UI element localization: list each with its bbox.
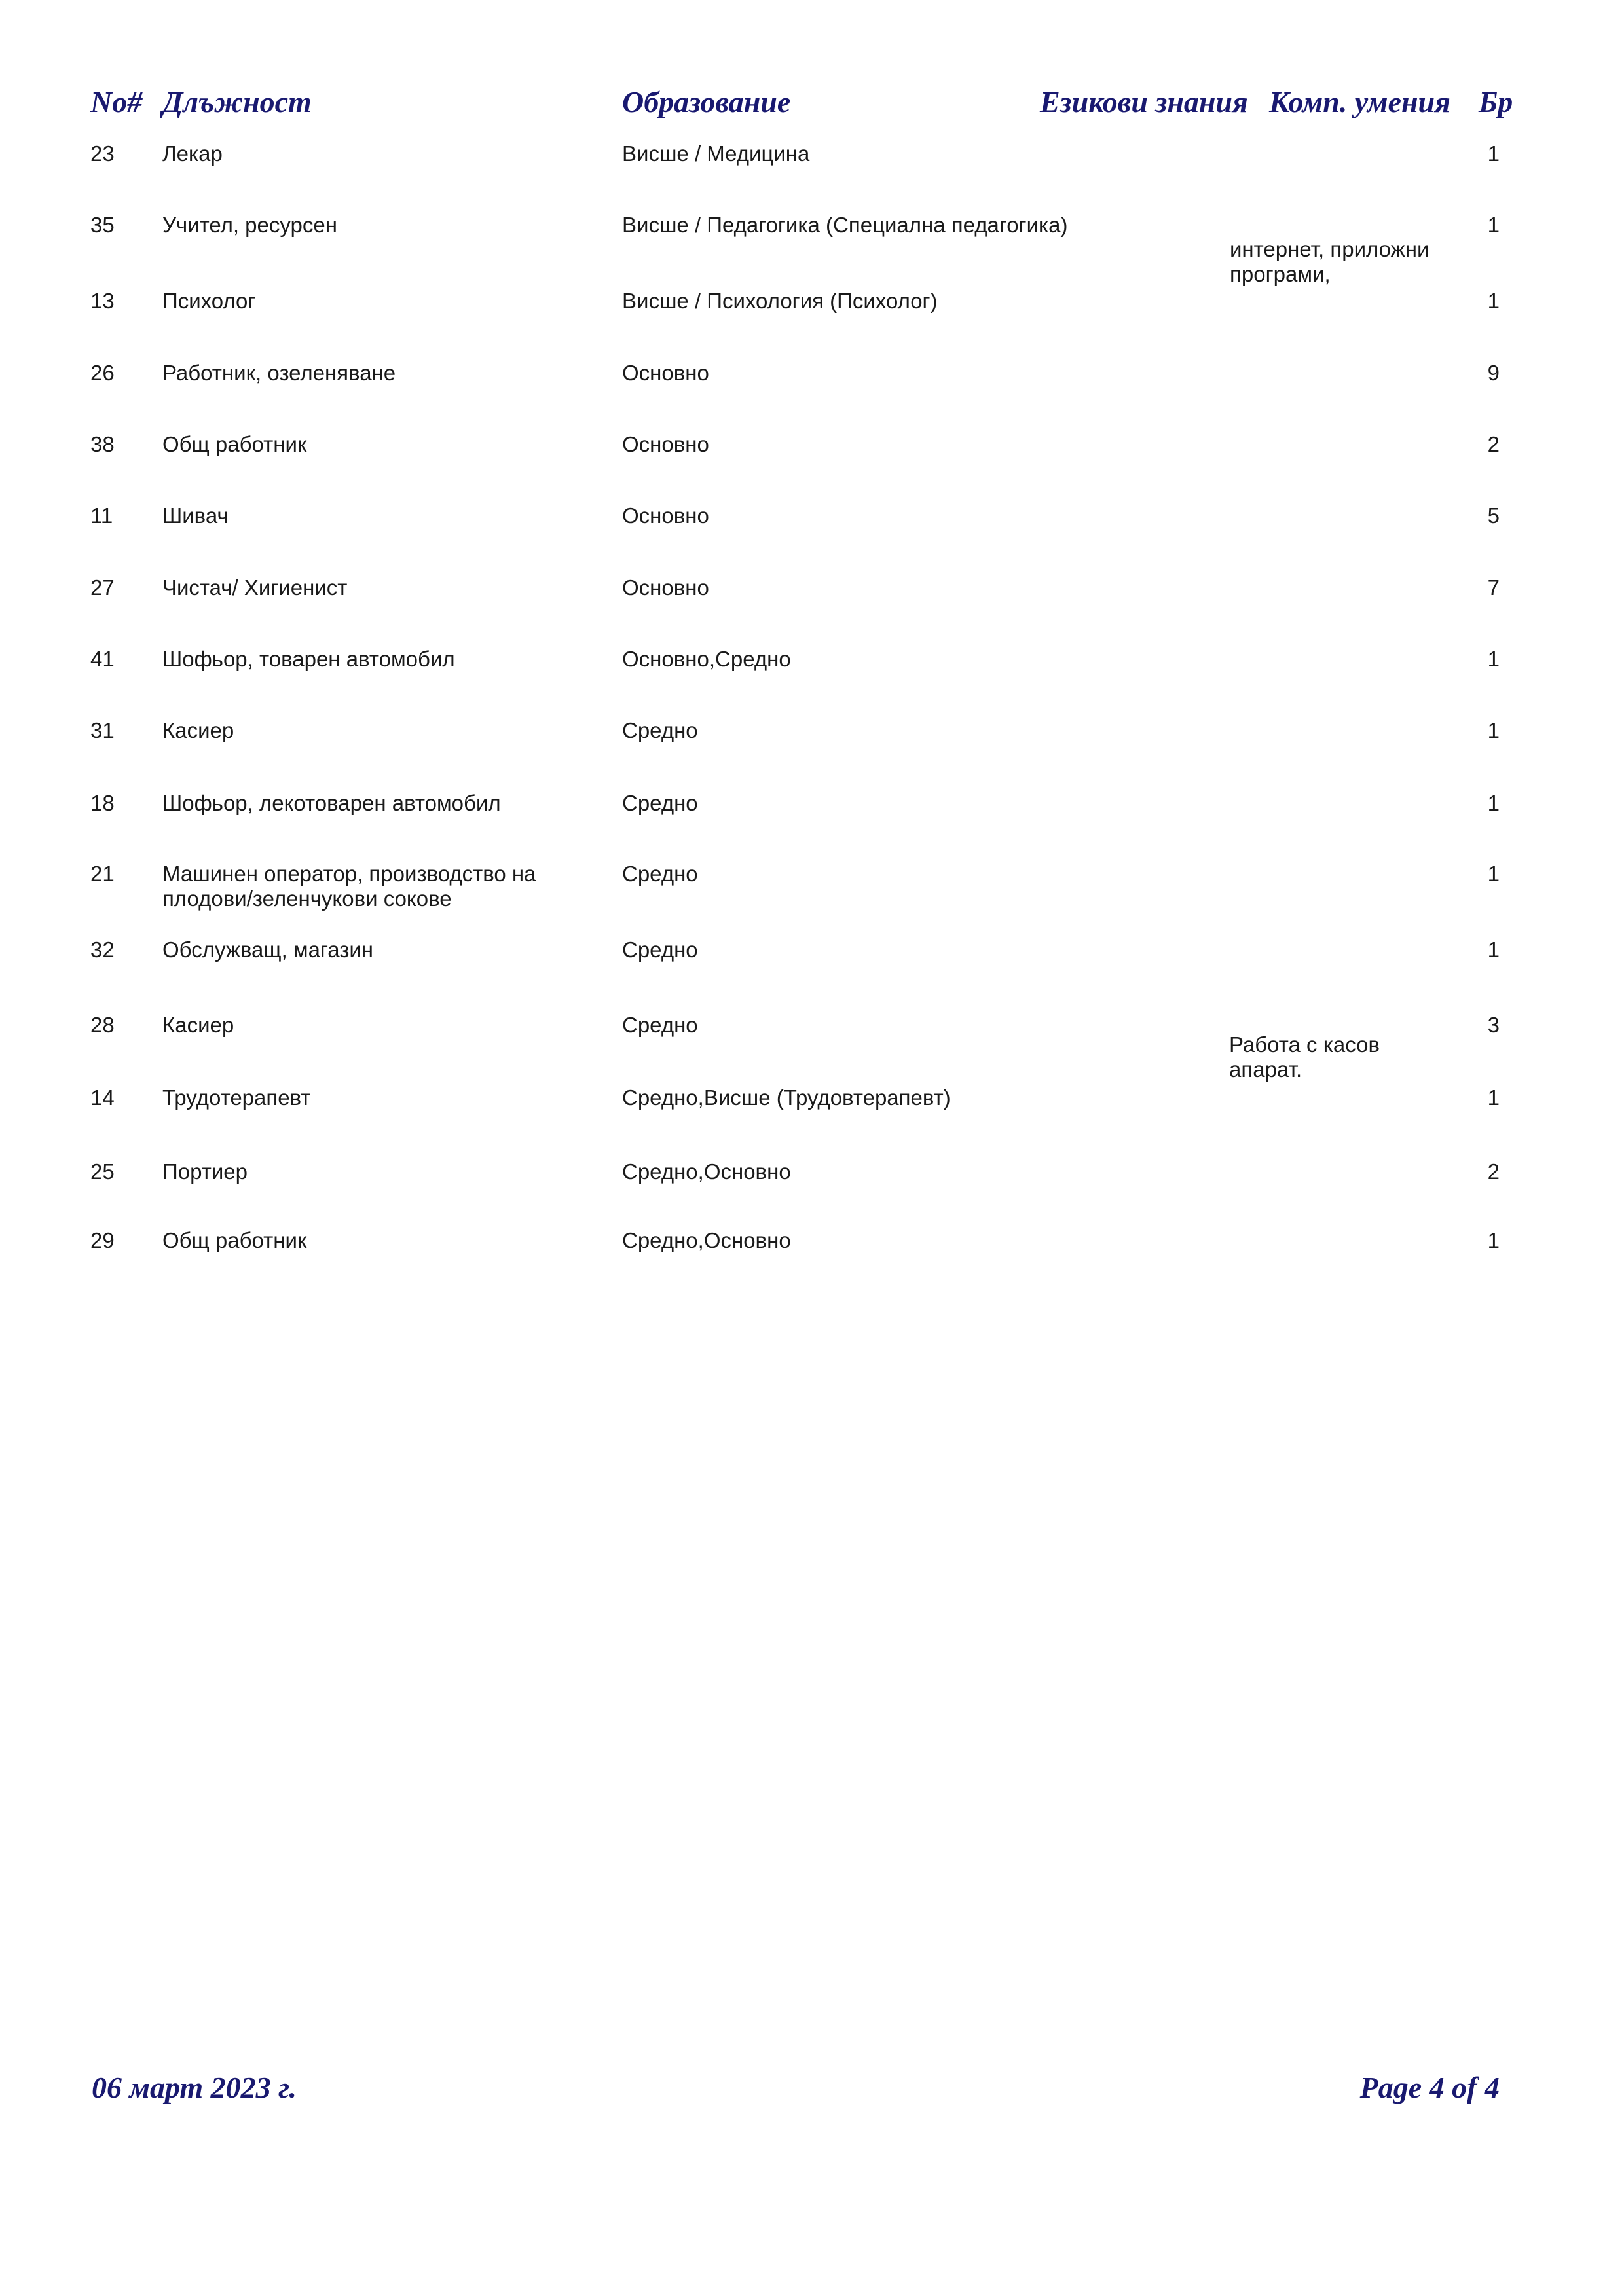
row-no: 31 bbox=[90, 718, 115, 742]
row-position: Общ работник bbox=[162, 1228, 307, 1252]
row-no: 28 bbox=[90, 1013, 115, 1037]
row-position: Работник, озеленяване bbox=[162, 361, 396, 385]
row-count: 7 bbox=[1487, 575, 1500, 600]
row-count: 1 bbox=[1487, 938, 1500, 962]
row-education: Средно bbox=[622, 791, 698, 815]
row-computer-skills: Работа с касов апарат. bbox=[1229, 1032, 1380, 1082]
row-position: Касиер bbox=[162, 1013, 234, 1037]
row-count: 1 bbox=[1487, 862, 1500, 886]
row-position: Обслужващ, магазин bbox=[162, 938, 374, 962]
row-position: Касиер bbox=[162, 718, 234, 742]
row-education: Средно bbox=[622, 718, 698, 742]
row-education: Основно bbox=[622, 361, 709, 385]
row-no: 27 bbox=[90, 575, 115, 600]
row-education: Основно,Средно bbox=[622, 647, 791, 671]
row-position: Машинен оператор, производство на плодови/зеленчукови сокове bbox=[162, 862, 536, 911]
row-no: 11 bbox=[90, 503, 113, 528]
column-header-no: No# bbox=[90, 85, 143, 118]
row-position: Лекар bbox=[162, 141, 223, 166]
row-count: 1 bbox=[1487, 647, 1500, 671]
row-education: Основно bbox=[622, 575, 709, 600]
row-no: 23 bbox=[90, 141, 115, 166]
row-position: Общ работник bbox=[162, 432, 307, 456]
row-computer-skills: интернет, приложни програми, bbox=[1230, 237, 1430, 286]
row-education: Средно bbox=[622, 1013, 698, 1037]
row-education: Основно bbox=[622, 432, 709, 456]
row-education: Средно,Висше (Трудовтерапевт) bbox=[622, 1085, 951, 1110]
column-header-position: Длъжност bbox=[162, 85, 312, 118]
row-education: Висше / Медицина bbox=[622, 141, 810, 166]
row-education: Средно,Основно bbox=[622, 1228, 791, 1252]
row-education: Основно bbox=[622, 503, 709, 528]
column-header-education: Образование bbox=[622, 85, 791, 118]
row-education: Средно bbox=[622, 938, 698, 962]
row-education: Висше / Психология (Психолог) bbox=[622, 289, 938, 313]
row-count: 1 bbox=[1487, 141, 1500, 166]
row-count: 9 bbox=[1487, 361, 1500, 385]
row-education: Средно,Основно bbox=[622, 1159, 791, 1184]
footer-page-number: Page 4 of 4 bbox=[1359, 2071, 1500, 2104]
row-no: 35 bbox=[90, 213, 115, 237]
row-count: 1 bbox=[1487, 289, 1500, 313]
row-position: Чистач/ Хигиенист bbox=[162, 575, 348, 600]
row-count: 2 bbox=[1487, 432, 1500, 456]
row-no: 29 bbox=[90, 1228, 115, 1252]
row-no: 21 bbox=[90, 862, 115, 886]
row-no: 25 bbox=[90, 1159, 115, 1184]
footer-date: 06 март 2023 г. bbox=[92, 2071, 297, 2104]
row-count: 5 bbox=[1487, 503, 1500, 528]
row-no: 14 bbox=[90, 1085, 115, 1110]
row-count: 1 bbox=[1487, 1085, 1500, 1110]
row-position: Портиер bbox=[162, 1159, 248, 1184]
row-no: 41 bbox=[90, 647, 115, 671]
row-count: 1 bbox=[1487, 1228, 1500, 1252]
row-count: 1 bbox=[1487, 718, 1500, 742]
column-header-computer: Комп. умения bbox=[1269, 85, 1450, 118]
row-count: 1 bbox=[1487, 791, 1500, 815]
row-position: Учител, ресурсен bbox=[162, 213, 337, 237]
row-no: 13 bbox=[90, 289, 115, 313]
column-header-languages: Езикови знания bbox=[1040, 85, 1248, 118]
row-position: Шивач bbox=[162, 503, 229, 528]
row-education: Висше / Педагогика (Специална педагогика) bbox=[622, 213, 1068, 237]
row-no: 32 bbox=[90, 938, 115, 962]
row-position: Трудотерапевт bbox=[162, 1085, 311, 1110]
row-no: 38 bbox=[90, 432, 115, 456]
row-no: 18 bbox=[90, 791, 115, 815]
row-education: Средно bbox=[622, 862, 698, 886]
row-count: 3 bbox=[1487, 1013, 1500, 1037]
row-position: Шофьор, лекотоварен автомобил bbox=[162, 791, 501, 815]
row-count: 1 bbox=[1487, 213, 1500, 237]
row-position: Шофьор, товарен автомобил bbox=[162, 647, 455, 671]
column-header-count: Бр bbox=[1479, 85, 1513, 118]
row-count: 2 bbox=[1487, 1159, 1500, 1184]
row-no: 26 bbox=[90, 361, 115, 385]
row-position: Психолог bbox=[162, 289, 256, 313]
